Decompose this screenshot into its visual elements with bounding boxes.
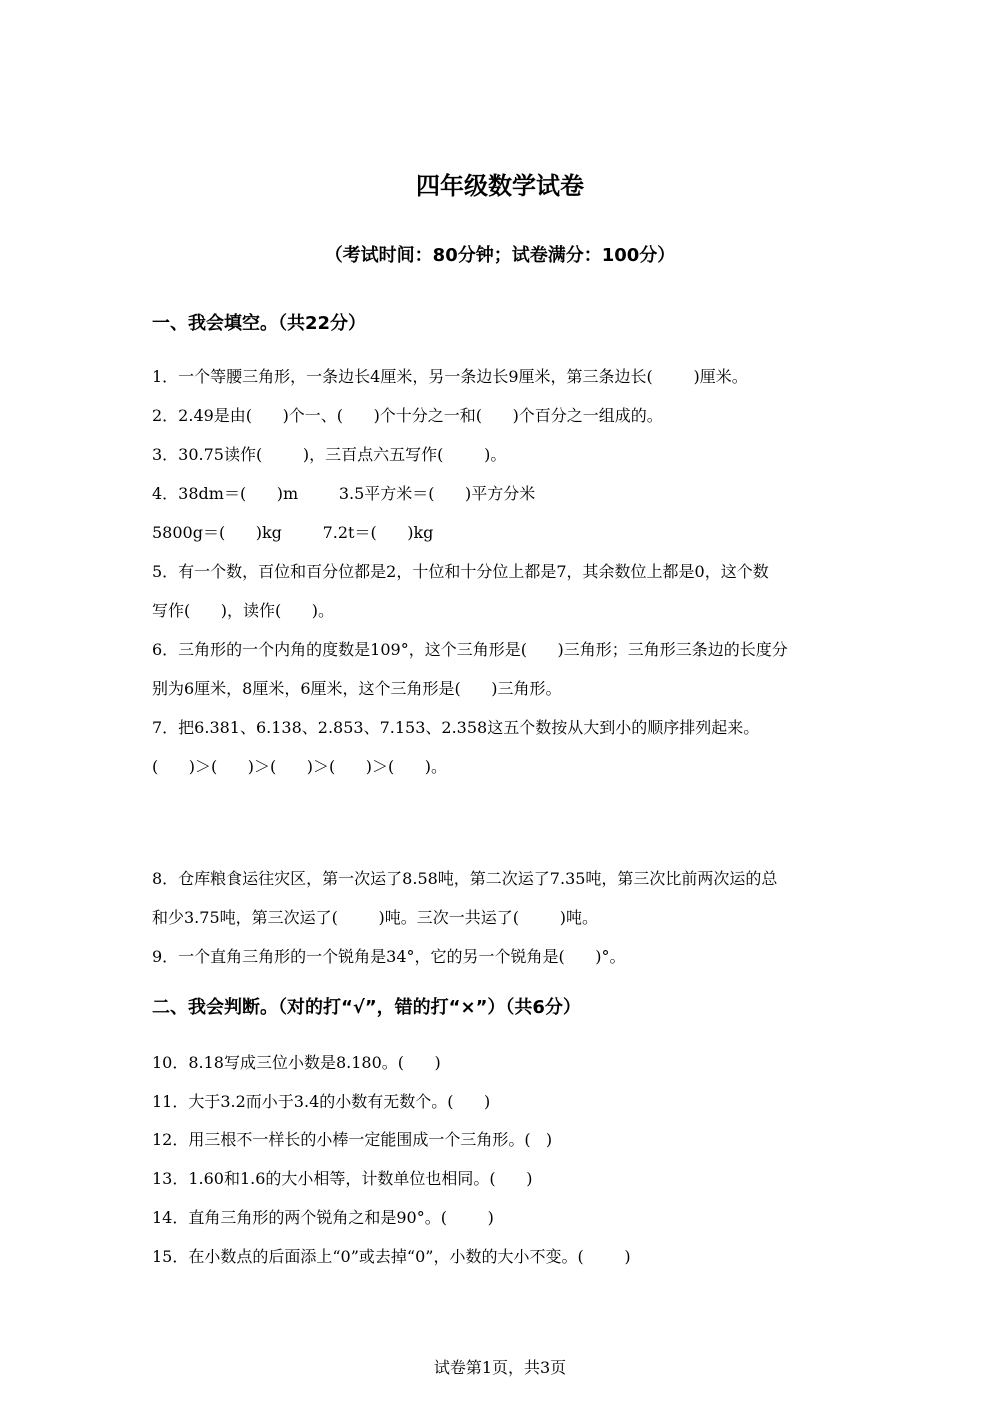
question-line: 10．8.18写成三位小数是8.180。( )	[152, 1053, 441, 1072]
question-line: 8．仓库粮食运往灾区，第一次运了8.58吨，第二次运了7.35吨，第三次比前两次运的总	[152, 869, 778, 888]
page-title: 四年级数学试卷	[416, 172, 584, 200]
section-heading-true-false: 二、我会判断。（对的打“√”，错的打“×”）（共6分）	[152, 997, 581, 1018]
question-line: 3．30.75读作( )，三百点六五写作( )。	[152, 445, 507, 464]
question-line: 写作( )，读作( )。	[152, 601, 335, 620]
question-line: 1．一个等腰三角形，一条边长4厘米，另一条边长9厘米，第三条边长( )厘米。	[152, 367, 748, 386]
question-line: 7．把6.381、6.138、2.853、7.153、2.358这五个数按从大到小的顺序排列起来。	[152, 718, 760, 737]
section-heading-fill-in: 一、我会填空。（共22分）	[152, 313, 367, 334]
question-line: 12．用三根不一样长的小棒一定能围成一个三角形。( )	[152, 1130, 553, 1149]
page-footer: 试卷第1页，共3页	[433, 1358, 567, 1377]
question-line: 9．一个直角三角形的一个锐角是34°，它的另一个锐角是( )°。	[152, 947, 626, 966]
question-line: 11．大于3.2而小于3.4的小数有无数个。( )	[152, 1092, 491, 1111]
question-line: 5．有一个数，百位和百分位都是2，十位和十分位上都是7，其余数位上都是0，这个数	[152, 562, 769, 581]
question-line: 4．38dm＝( )m 3.5平方米＝( )平方分米	[152, 484, 536, 503]
question-line: 14．直角三角形的两个锐角之和是90°。( )	[152, 1208, 494, 1227]
question-line: 和少3.75吨，第三次运了( )吨。三次一共运了( )吨。	[152, 908, 598, 927]
question-line: 5800g＝( )kg 7.2t＝( )kg	[152, 523, 434, 542]
question-line: 6．三角形的一个内角的度数是109°，这个三角形是( )三角形；三角形三条边的长度分	[152, 640, 788, 659]
question-line: 15．在小数点的后面添上“0”或去掉“0”，小数的大小不变。( )	[152, 1247, 631, 1266]
exam-info: （考试时间：80分钟；试卷满分：100分）	[324, 245, 676, 266]
question-line: 别为6厘米，8厘米，6厘米，这个三角形是( )三角形。	[152, 679, 562, 698]
question-line: 2．2.49是由( )个一、( )个十分之一和( )个百分之一组成的。	[152, 406, 663, 425]
question-line: 13．1.60和1.6的大小相等，计数单位也相同。( )	[152, 1169, 533, 1188]
question-line: ( )＞( )＞( )＞( )＞( )。	[152, 757, 448, 776]
